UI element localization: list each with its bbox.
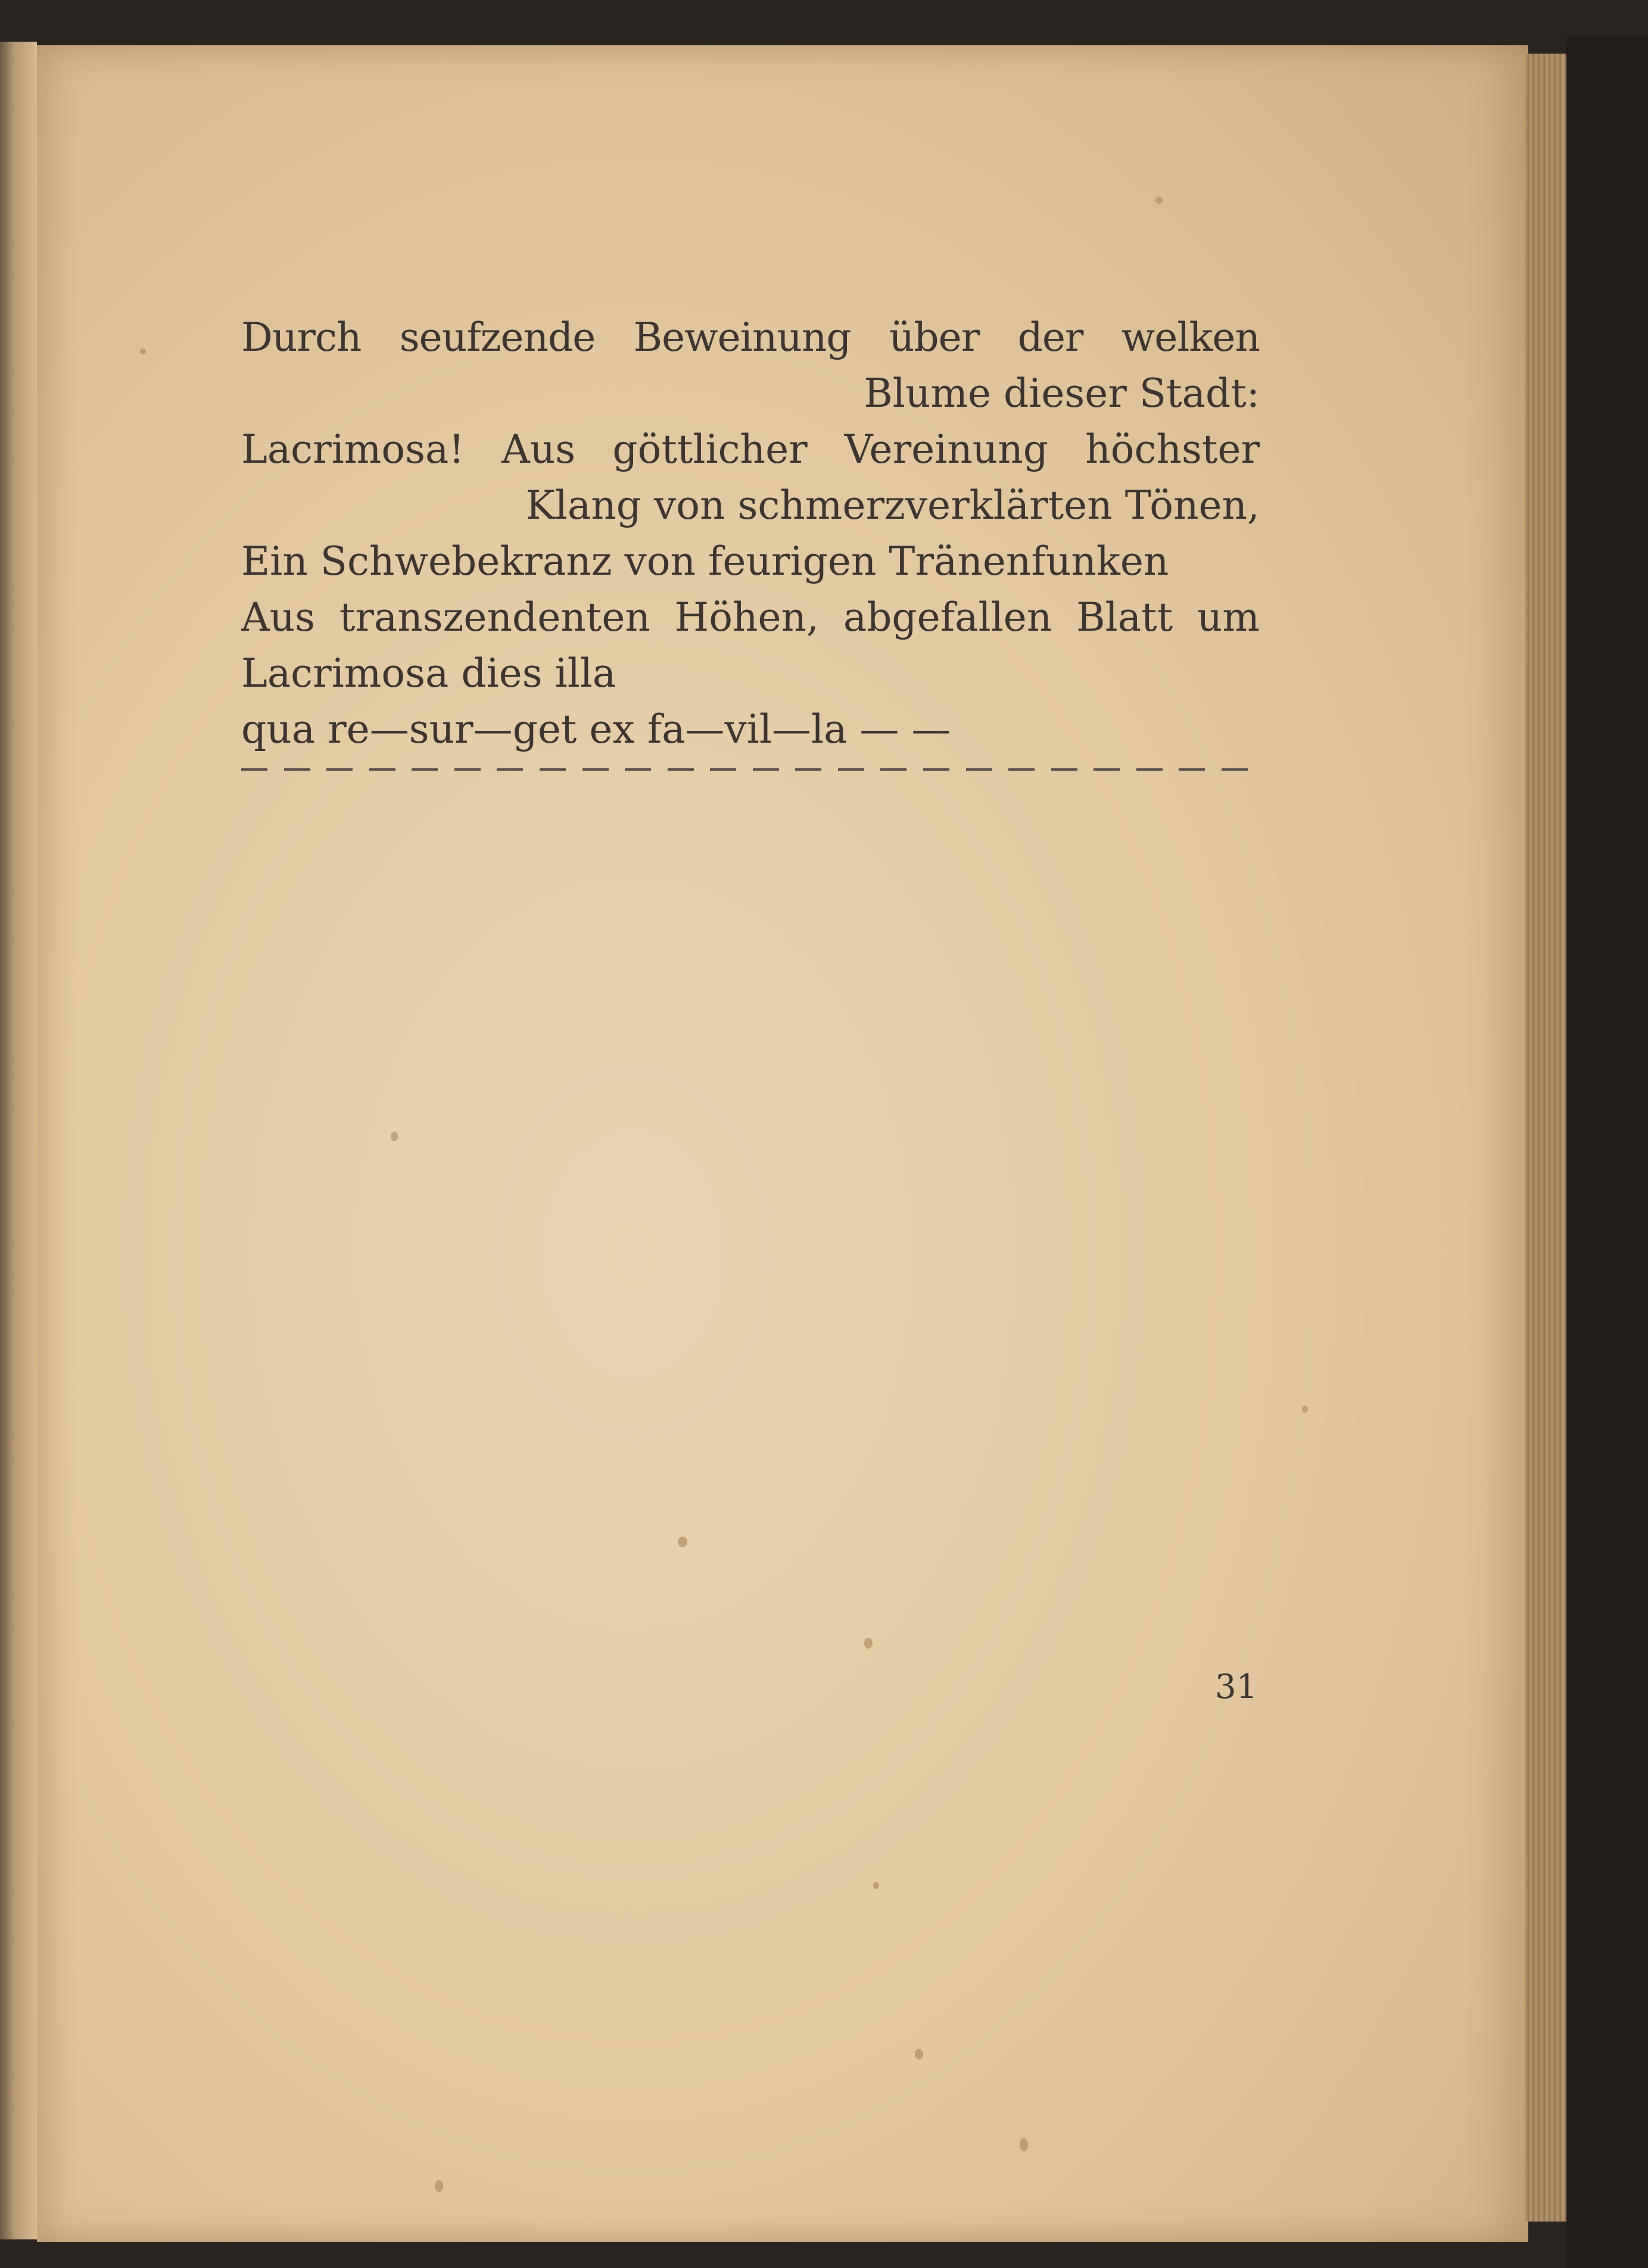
dash-rule (241, 768, 1248, 774)
paper-speck (873, 1882, 879, 1889)
page-edges (1525, 54, 1566, 2222)
poem-line: Blume dieser Stadt: (864, 370, 1260, 416)
paper-speck (1302, 1406, 1308, 1413)
poem-line: Ein Schwebekranz von feurigen Tränenfunken (241, 538, 1169, 584)
poem-line: Durch seufzende Beweinung über der welken (241, 314, 1260, 360)
poem-line: Klang von schmerzverklärten Tönen, (525, 482, 1260, 528)
poem-line: qua re—sur—get ex fa—vil—la — — (241, 706, 951, 752)
paper-speck (1155, 197, 1163, 204)
paper-speck (1020, 2138, 1028, 2151)
paper-speck (915, 2049, 923, 2060)
poem-line: Lacrimosa dies illa (241, 650, 616, 696)
paper-speck (678, 1537, 687, 1547)
paper-speck (140, 348, 146, 354)
poem-text (241, 310, 1260, 774)
poem-line: Lacrimosa! Aus göttlicher Vereinung höchster (241, 426, 1260, 472)
left-binding-edge (0, 42, 37, 2239)
page-number: 31 (1215, 1668, 1258, 1706)
paper-speck (391, 1132, 398, 1141)
book-cover-edge (1566, 36, 1648, 2268)
paper-speck (435, 2180, 443, 2192)
paper-speck (864, 1638, 873, 1649)
poem-line: Aus transzendenten Höhen, abgefallen Blatt um (241, 594, 1260, 640)
